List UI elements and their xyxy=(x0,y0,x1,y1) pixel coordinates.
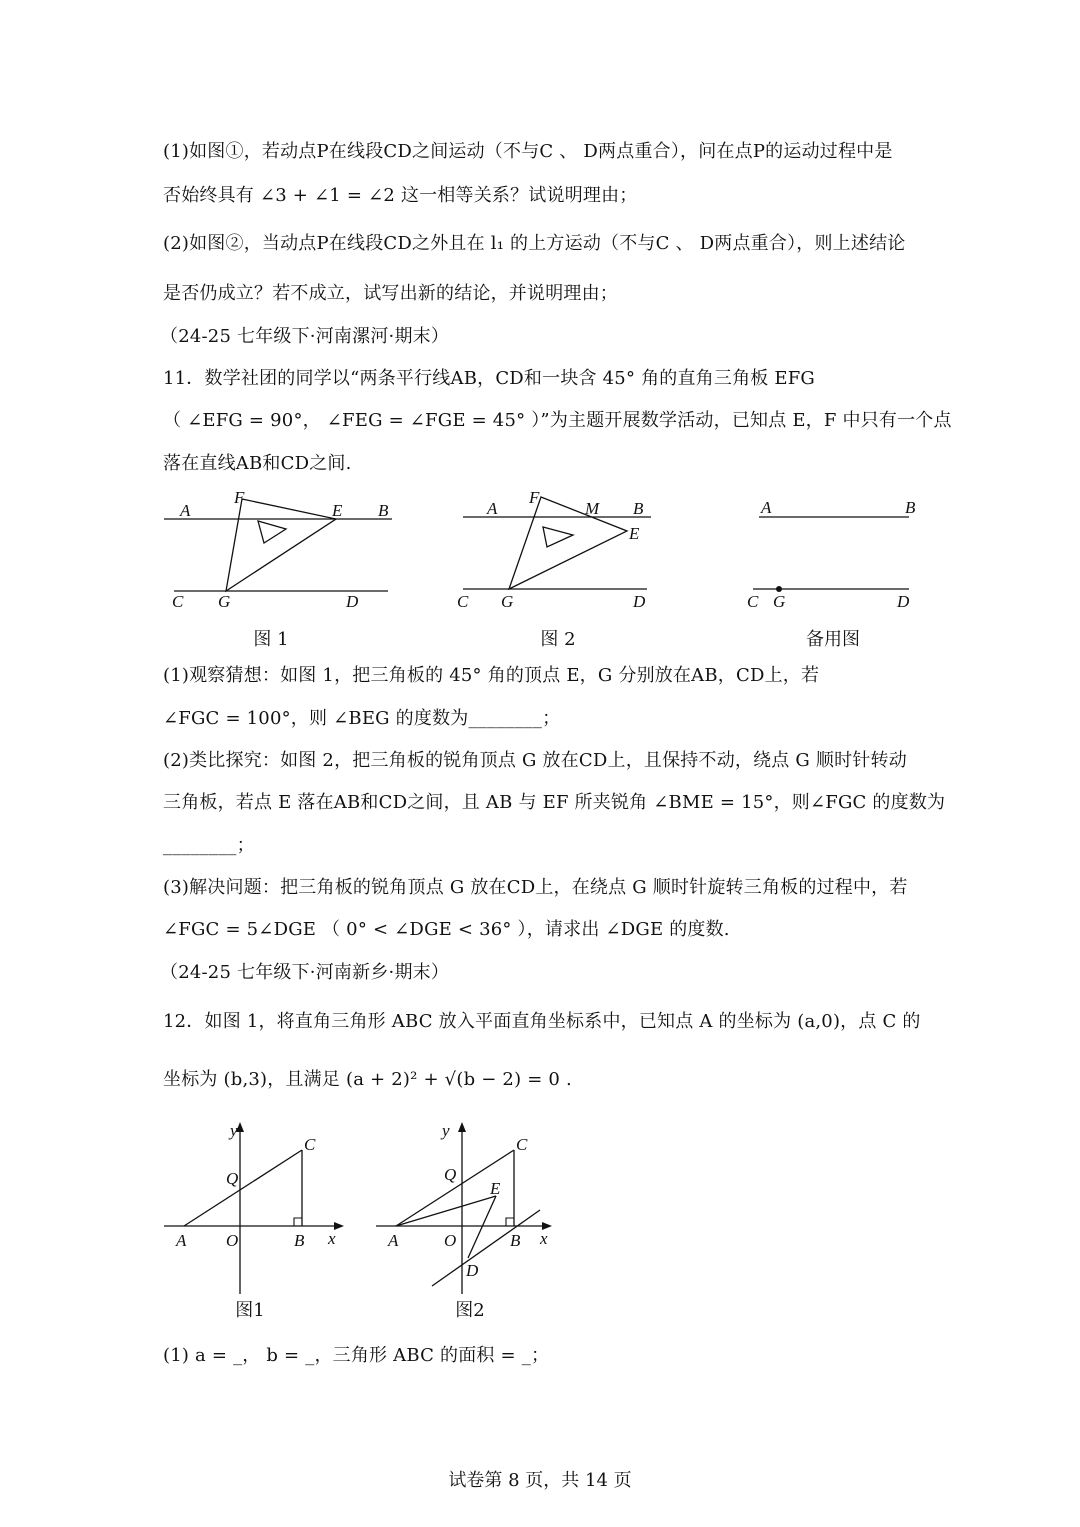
label-a: A xyxy=(761,498,772,517)
q12-figure-2 xyxy=(372,1118,562,1298)
label-f: F xyxy=(529,488,540,507)
q11-figure-1 xyxy=(160,485,400,615)
label-g: G xyxy=(501,592,514,611)
q11-part3-line1: (3)解决问题：把三角板的锐角顶点 G 放在CD上，在绕点 G 顺时针旋转三角板的过程中，若 xyxy=(163,877,908,898)
q12-part1-line1: (1) a = _， b = _，三角形 ABC 的面积 = _； xyxy=(163,1345,550,1366)
q11-part1-line2: ∠FGC = 100°，则 ∠BEG 的度数为________； xyxy=(163,708,561,729)
label-q: Q xyxy=(444,1165,457,1184)
q11-backup-figure-caption: 备用图 xyxy=(806,629,860,650)
label-c: C xyxy=(457,592,469,611)
label-e: E xyxy=(332,501,343,520)
q11-figure-2-caption: 图 2 xyxy=(540,629,576,650)
label-d: D xyxy=(633,592,646,611)
right-angle-mark xyxy=(506,1218,514,1226)
label-b: B xyxy=(294,1231,305,1250)
page-footer: 试卷第 8 页，共 14 页 xyxy=(448,1470,632,1491)
label-f: F xyxy=(234,488,245,507)
label-a: A xyxy=(487,499,498,518)
q12-figure-1-caption: 图1 xyxy=(235,1300,265,1321)
q11-part3-line2: ∠FGC = 5∠DGE （ 0° < ∠DGE < 36° ），请求出 ∠DGE 的度数. xyxy=(163,919,730,940)
label-g: G xyxy=(773,592,786,611)
q11-figure-1-caption: 图 1 xyxy=(253,629,289,650)
q11-part2-line3: ________； xyxy=(163,835,255,856)
label-o: O xyxy=(444,1231,457,1250)
segment-ed xyxy=(468,1196,496,1258)
label-d: D xyxy=(466,1261,479,1280)
triangle-efg xyxy=(226,499,336,591)
label-a: A xyxy=(176,1231,187,1250)
q12-stem-line2: 坐标为 (b,3)，且满足 (a + 2)² + √(b − 2) = 0 . xyxy=(163,1069,572,1090)
q12-stem-line1: 12．如图 1，将直角三角形 ABC 放入平面直角坐标系中，已知点 A 的坐标为 (a,0)，点 C 的 xyxy=(163,1011,921,1032)
label-x: x xyxy=(540,1229,548,1248)
label-d: D xyxy=(897,592,910,611)
label-b: B xyxy=(510,1231,521,1250)
label-c: C xyxy=(172,592,184,611)
label-o: O xyxy=(226,1231,239,1250)
label-b: B xyxy=(633,499,644,518)
q12-figure-1 xyxy=(160,1118,350,1298)
label-y: y xyxy=(442,1121,450,1140)
label-d: D xyxy=(346,592,359,611)
label-q: Q xyxy=(226,1169,239,1188)
segment-ac xyxy=(184,1150,302,1226)
label-m: M xyxy=(585,499,600,518)
triangle-hole xyxy=(543,527,573,547)
label-e: E xyxy=(490,1179,501,1198)
y-axis-arrow xyxy=(458,1122,466,1132)
label-b: B xyxy=(905,498,916,517)
triangle-efg xyxy=(509,497,627,589)
label-a: A xyxy=(388,1231,399,1250)
triangle-hole xyxy=(258,521,286,543)
q11-part2-line2: 三角板，若点 E 落在AB和CD之间，且 AB 与 EF 所夹锐角 ∠BME = 15°，则∠FGC 的度数为 xyxy=(163,792,946,813)
label-a: A xyxy=(180,501,191,520)
q10-part2-line2: 是否仍成立？若不成立，试写出新的结论，并说明理由； xyxy=(163,283,618,304)
label-c: C xyxy=(747,592,759,611)
right-angle-mark xyxy=(294,1218,302,1226)
q11-stem-line3: 落在直线AB和CD之间. xyxy=(163,453,352,474)
label-x: x xyxy=(328,1229,336,1248)
q11-stem-line2: （ ∠EFG = 90°， ∠FEG = ∠FGE = 45° ）”为主题开展数学活动，已知点 E，F 中只有一个点 xyxy=(163,410,952,431)
q11-source: （24-25 七年级下·河南漯河·期末） xyxy=(160,326,450,347)
q11-backup-figure xyxy=(745,485,925,615)
q11-figure-2 xyxy=(455,485,665,615)
q10-part1-line2: 否始终具有 ∠3 + ∠1 = ∠2 这一相等关系？试说明理由； xyxy=(163,185,638,206)
q12-figure-2-caption: 图2 xyxy=(455,1300,485,1321)
label-c: C xyxy=(516,1135,528,1154)
q12-source: （24-25 七年级下·河南新乡·期末） xyxy=(160,962,450,983)
label-g: G xyxy=(218,592,231,611)
segment-ae xyxy=(396,1196,496,1226)
q11-part2-line1: (2)类比探究：如图 2，把三角板的锐角顶点 G 放在CD上，且保持不动，绕点 G 顺时针转动 xyxy=(163,750,907,771)
q10-part1-line1: (1)如图①，若动点P在线段CD之间运动（不与C 、 D两点重合），问在点P的运动过程中是 xyxy=(163,141,893,162)
label-y: y xyxy=(230,1121,238,1140)
label-c: C xyxy=(304,1135,316,1154)
label-e: E xyxy=(629,524,640,543)
q10-part2-line1: (2)如图②，当动点P在线段CD之外且在 l₁ 的上方运动（不与C 、 D两点重合），则上述结论 xyxy=(163,233,906,254)
q11-part1-line1: (1)观察猜想：如图 1，把三角板的 45° 角的顶点 E，G 分别放在AB，CD上，若 xyxy=(163,665,820,686)
q11-stem-line1: 11．数学社团的同学以“两条平行线AB，CD和一块含 45° 角的直角三角板 EFG xyxy=(163,368,816,389)
label-b: B xyxy=(378,501,389,520)
